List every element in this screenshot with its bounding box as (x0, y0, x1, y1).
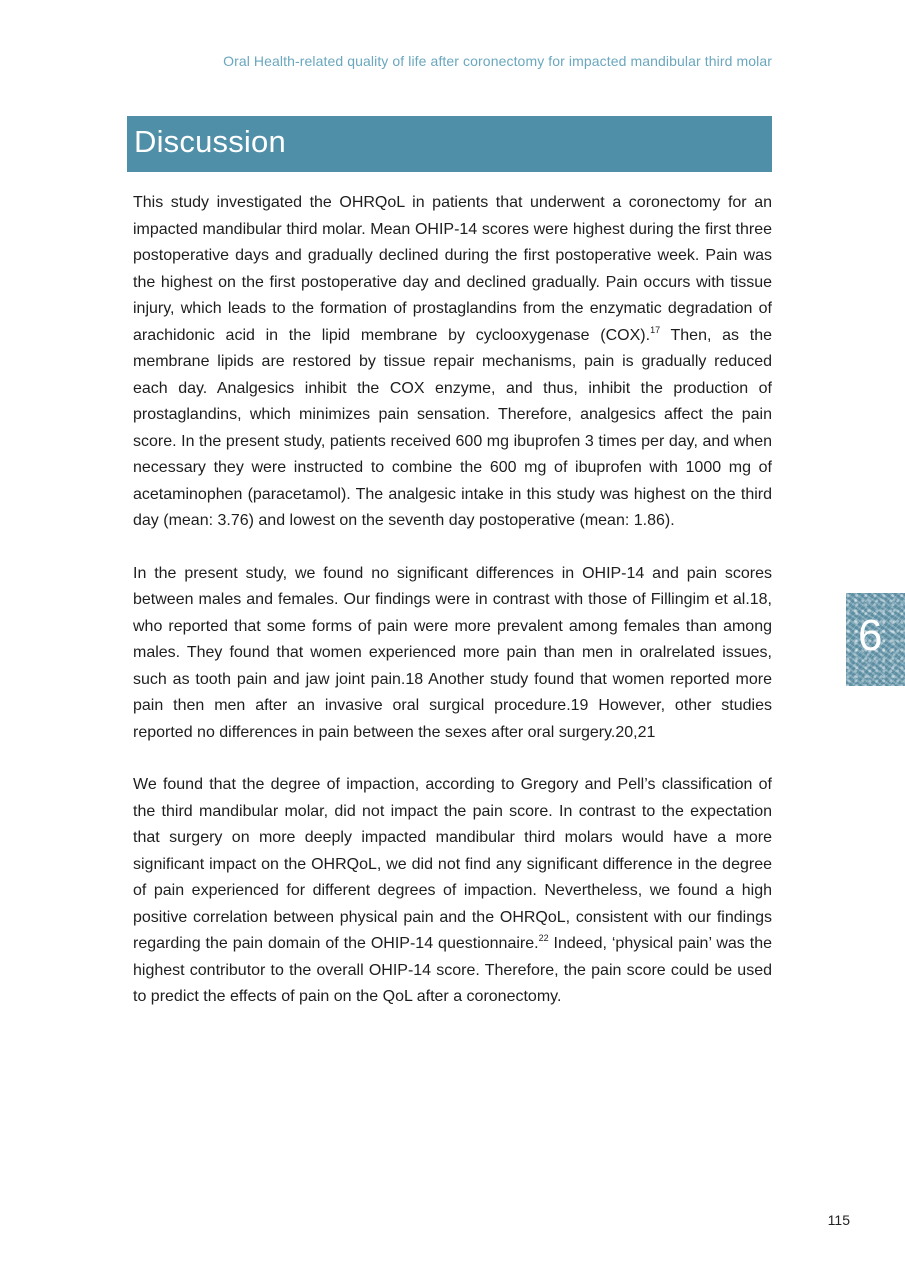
paragraph-3-text-b: Indeed, ‘physical pain’ was the highest contributor to the overall OHIP-14 score. Therefore, the pain score could be used to predict the effects of pain on the QoL after a coronectomy. (133, 935, 773, 1005)
reference-superscript: 22 (538, 933, 549, 943)
section-header-bar (127, 116, 772, 172)
paragraph-3-text-a: We found that the degree of impaction, according to Gregory and Pell’s classification of the third mandibular molar, did not impact the pain score. In contrast to the expectation that surgery on more deeply impacted mandibular third molars would have a more significant impact on the OHRQoL, we did not find any significant difference in the degree of pain experienced for different degrees of impaction. Nevertheless, we found a high positive correlation between physical pain and the OHRQoL, consistent with our findings regarding the pain domain of the OHIP-14 questionnaire. (133, 776, 772, 952)
running-header: Oral Health-related quality of life after coronectomy for impacted mandibular third molar (223, 53, 772, 69)
paragraph-1-text-a: This study investigated the OHRQoL in patients that underwent a coronectomy for an impacted mandibular third molar. Mean OHIP-14 scores were highest during the first three postoperative days and gradually declined during the first postoperative week. Pain was the highest on the first postoperative day and declined gradually. Pain occurs with tissue injury, which leads to the formation of prostaglandins from the enzymatic degradation of arachidonic acid in the lipid membrane by cyclooxygenase (COX). (133, 194, 772, 344)
paragraph-3 (133, 772, 772, 1011)
chapter-number: 6 (858, 611, 883, 660)
body-text (133, 190, 772, 1037)
paragraph-1-text-b: Then, as the membrane lipids are restored by tissue repair mechanisms, pain is gradually reduced each day. Analgesics inhibit the COX enzyme, and thus, inhibit the production of prostaglandins, which minimizes pain sensation. Therefore, analgesics affect the pain score. In the present study, patients received 600 mg ibuprofen 3 times per day, and when necessary they were instructed to combine the 600 mg of ibuprofen with 1000 mg of acetaminophen (paracetamol). The analgesic intake in this study was highest on the third day (mean: 3.76) and lowest on the seventh day postoperative (mean: 1.86). (133, 326, 772, 529)
page-number: 115 (827, 1212, 850, 1228)
paragraph-1 (133, 190, 772, 535)
section-title: Discussion (134, 124, 286, 159)
chapter-tab (846, 593, 905, 686)
reference-superscript: 17 (650, 324, 661, 335)
paragraph-2: In the present study, we found no significant differences in OHIP-14 and pain scores between males and females. Our findings were in contrast with those of Fillingim et al.18, who reported that some forms of pain were more prevalent among females than among males. They found that women experienced more pain than men in oralrelated issues, such as tooth pain and jaw joint pain.18 Another study found that women reported more pain then men after an invasive oral surgical procedure.19 However, other studies reported no differences in pain between the sexes after oral surgery.20,21 (133, 564, 772, 741)
